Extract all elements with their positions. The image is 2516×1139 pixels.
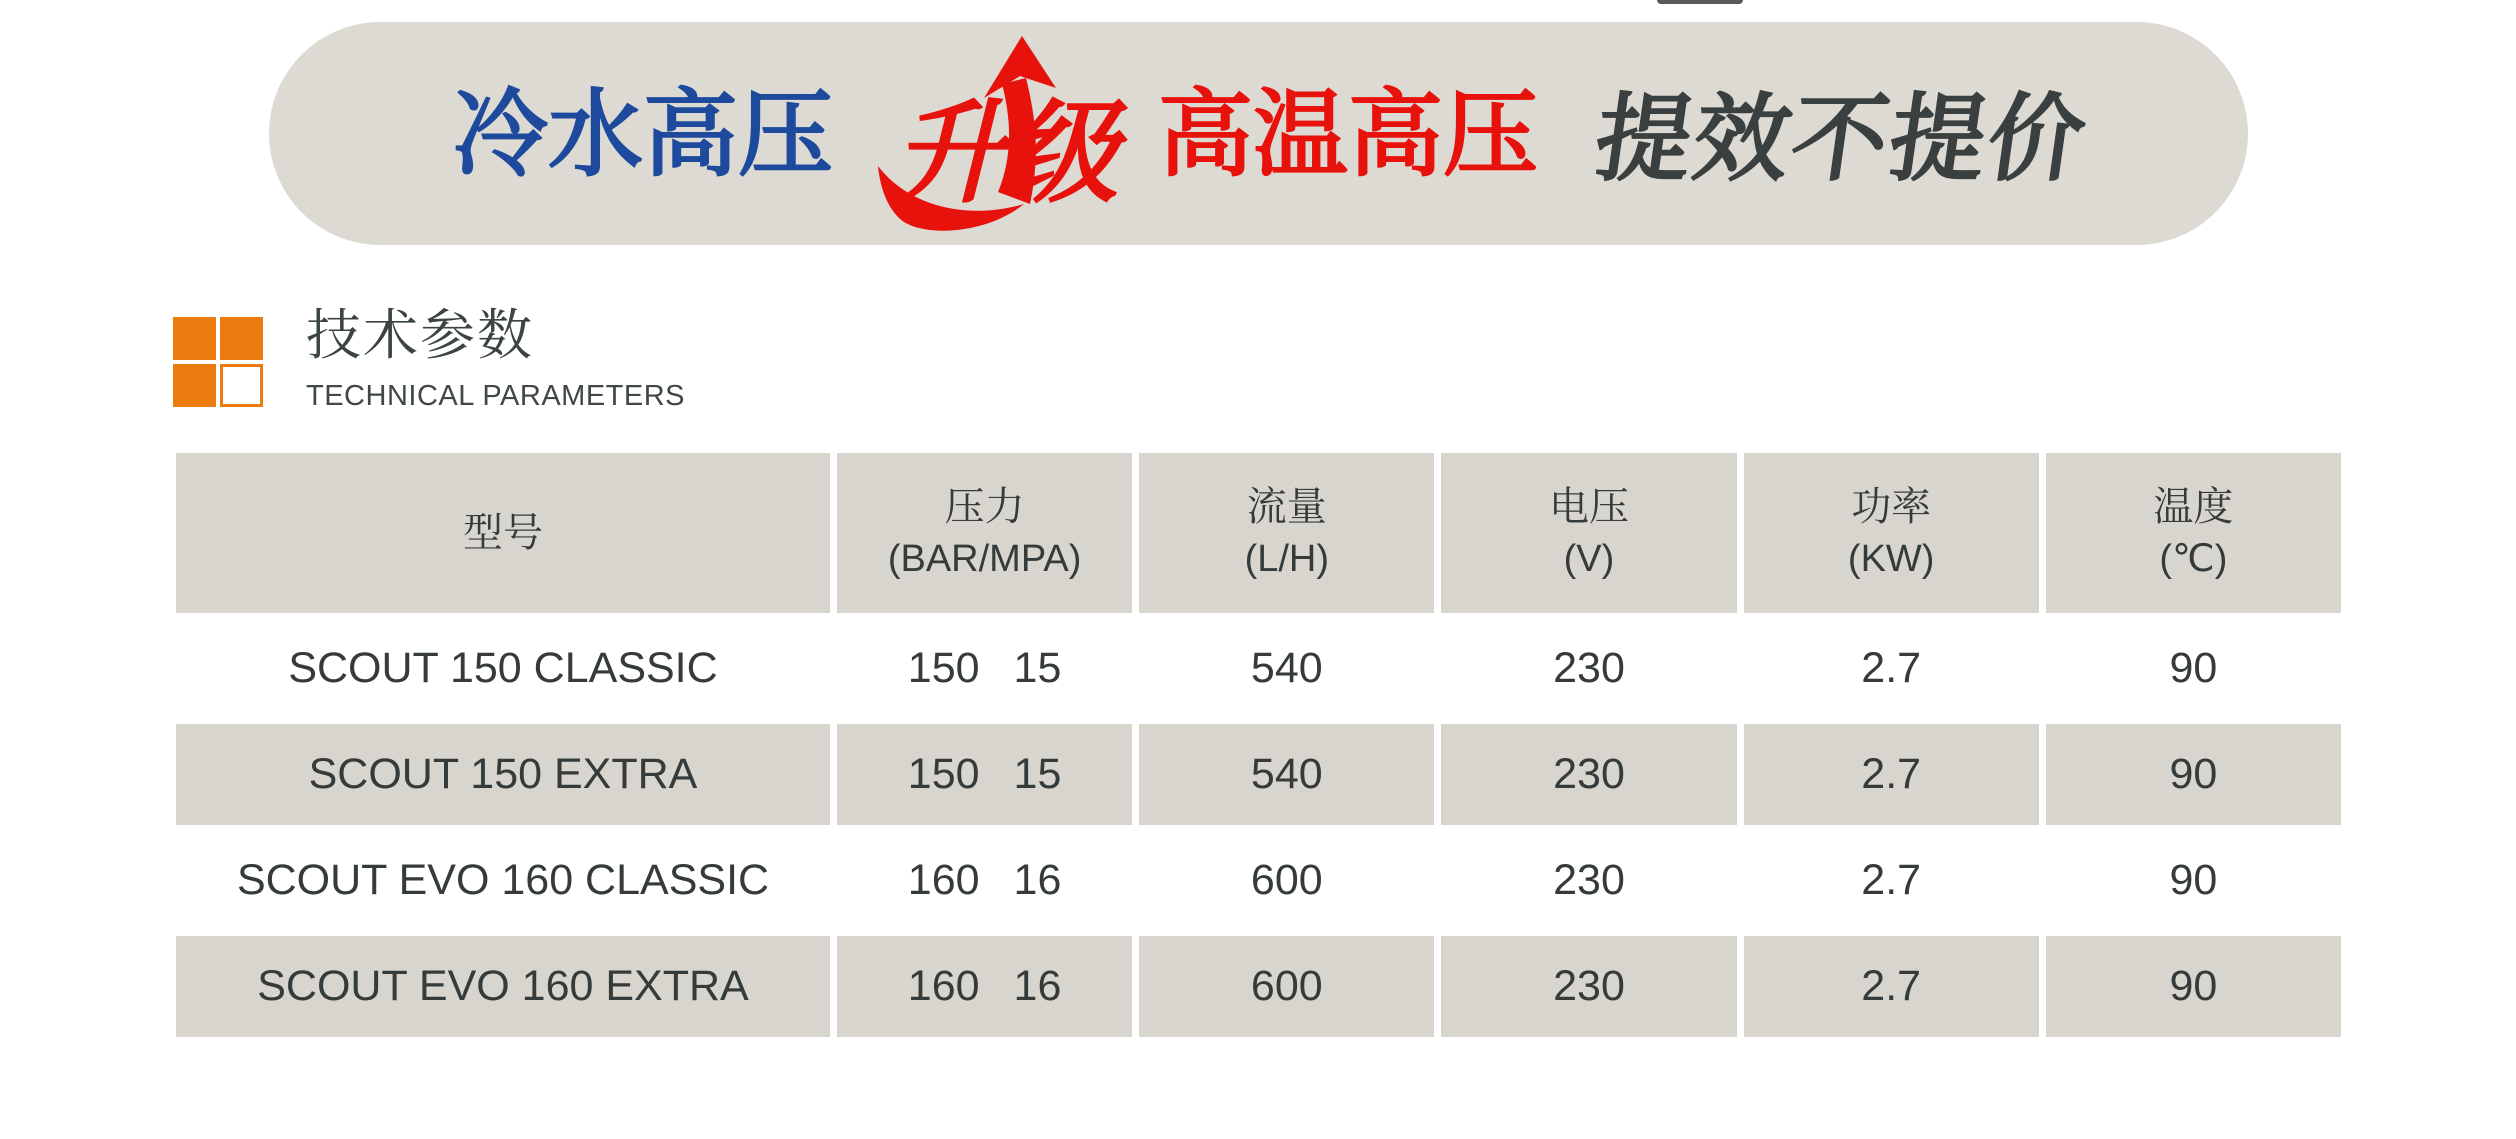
square-filled-icon	[173, 364, 216, 407]
pressure-bar-value: 150	[907, 644, 980, 692]
banner-cold-water-text: 冷水高压	[453, 82, 834, 188]
cell-temperature: 90	[2046, 618, 2341, 719]
cell-temperature: 90	[2046, 724, 2341, 825]
square-filled-icon	[220, 317, 263, 360]
page-top-notch	[1657, 0, 1743, 4]
cell-temperature: 90	[2046, 830, 2341, 931]
cell-power: 2.7	[1744, 936, 2039, 1037]
header-unit: (BAR/MPA)	[887, 538, 1082, 581]
cell-voltage: 230	[1441, 830, 1736, 931]
cell-power: 2.7	[1744, 724, 2039, 825]
header-label: 电压	[1548, 485, 1629, 530]
header-unit: (V)	[1563, 538, 1615, 581]
pressure-mpa-value: 16	[1013, 856, 1062, 904]
promo-banner	[269, 22, 2248, 245]
col-header-flow	[1139, 453, 1434, 613]
cell-pressure	[837, 724, 1132, 825]
col-header-temperature	[2046, 453, 2341, 613]
col-header-power	[1744, 453, 2039, 613]
cell-power: 2.7	[1744, 830, 2039, 931]
upgrade-arrow-graphic	[870, 30, 1160, 235]
pressure-bar-value: 160	[907, 856, 980, 904]
cell-pressure	[837, 936, 1132, 1037]
col-header-voltage	[1441, 453, 1736, 613]
cell-pressure	[837, 830, 1132, 931]
header-label: 功率	[1851, 485, 1932, 530]
cell-flow: 600	[1139, 830, 1434, 931]
cell-flow: 600	[1139, 936, 1434, 1037]
square-filled-icon	[173, 317, 216, 360]
cell-model: SCOUT 150 CLASSIC	[176, 618, 830, 719]
squares-icon	[173, 317, 267, 411]
header-unit: (℃)	[2159, 538, 2228, 581]
cell-temperature: 90	[2046, 936, 2341, 1037]
pressure-mpa-value: 16	[1013, 962, 1062, 1010]
cell-flow: 540	[1139, 724, 1434, 825]
pressure-mpa-value: 15	[1013, 750, 1062, 798]
section-title: 技术参数	[306, 304, 535, 366]
cell-voltage: 230	[1441, 936, 1736, 1037]
col-header-model	[176, 453, 830, 613]
upgrade-text: 升级	[894, 91, 1118, 216]
header-unit: (L/H)	[1244, 538, 1330, 581]
section-subtitle: TECHNICAL PARAMETERS	[306, 380, 685, 412]
cell-voltage: 230	[1441, 618, 1736, 719]
square-outline-icon	[220, 364, 263, 407]
header-label: 压力	[944, 485, 1025, 530]
pressure-mpa-value: 15	[1013, 644, 1062, 692]
cell-power: 2.7	[1744, 618, 2039, 719]
cell-pressure	[837, 618, 1132, 719]
cell-voltage: 230	[1441, 724, 1736, 825]
pressure-bar-value: 150	[907, 750, 980, 798]
col-header-pressure	[837, 453, 1132, 613]
cell-model: SCOUT 150 EXTRA	[176, 724, 830, 825]
banner-slogan-text: 提效不提价	[1588, 86, 2094, 193]
header-label: 温度	[2153, 485, 2234, 530]
cell-model: SCOUT EVO 160 CLASSIC	[176, 830, 830, 931]
cell-flow: 540	[1139, 618, 1434, 719]
header-unit: (KW)	[1847, 538, 1935, 581]
cell-model: SCOUT EVO 160 EXTRA	[176, 936, 830, 1037]
header-label: 型号	[463, 511, 543, 555]
pressure-bar-value: 160	[907, 962, 980, 1010]
spec-table	[176, 453, 2341, 1037]
banner-hot-water-text: 高温高压	[1158, 82, 1539, 188]
header-label: 流量	[1246, 485, 1327, 530]
